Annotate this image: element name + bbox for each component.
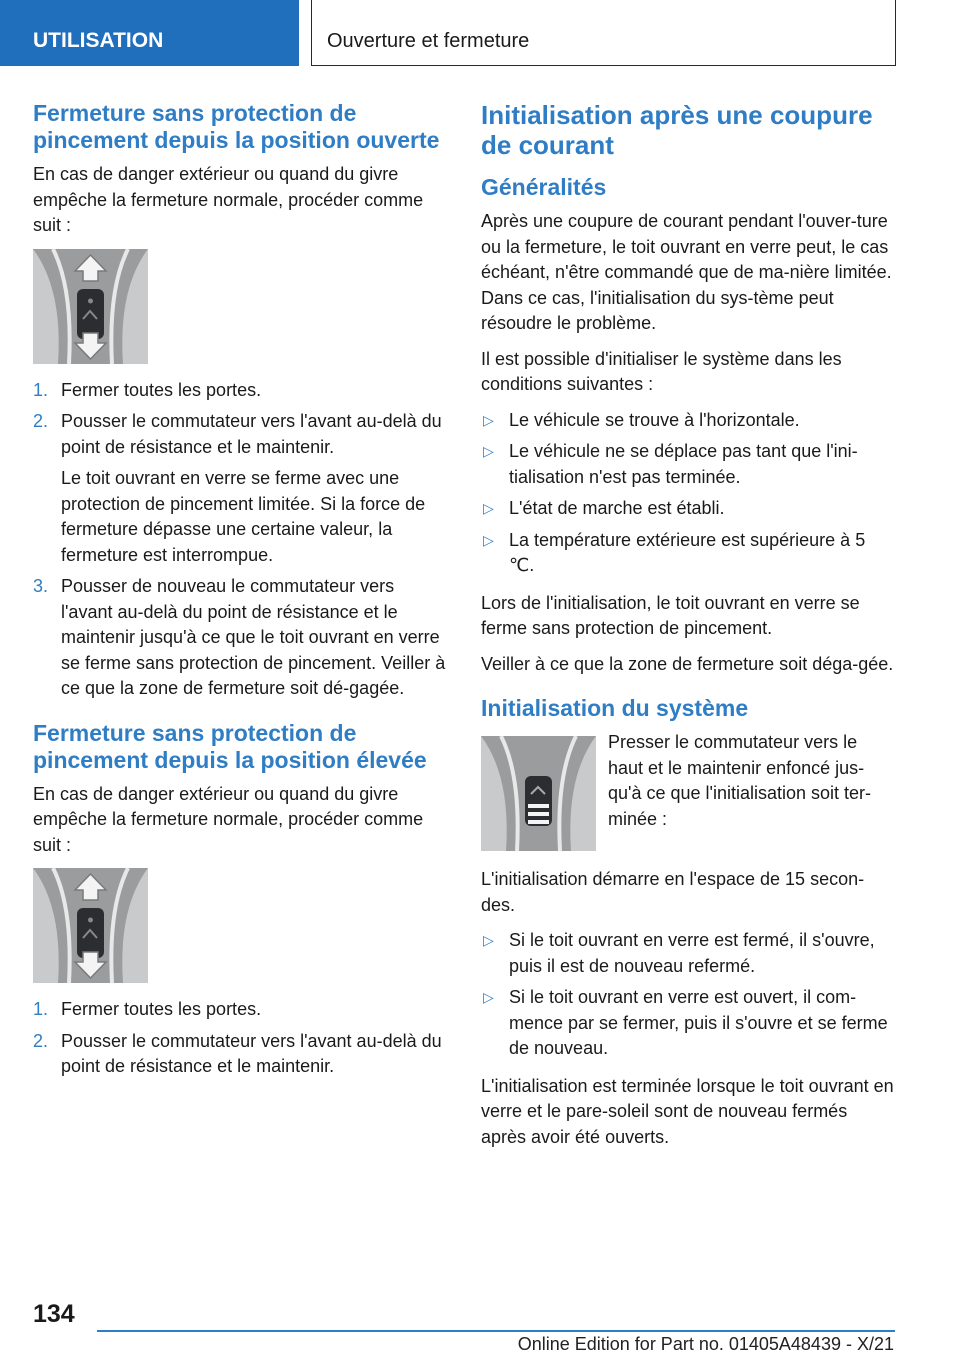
init-instruction — [481, 730, 895, 857]
condition-text: L'état de marche est établi. — [509, 498, 725, 518]
step-text: Fermer toutes les portes. — [61, 999, 262, 1019]
step-number: 2. — [33, 1030, 49, 1051]
triangle-right-icon: ▷ — [483, 531, 494, 548]
left-column — [33, 100, 448, 1092]
step-text: Pousser de nouveau le commutateur vers l'avant au-delà du point de résistance et le maintenir jusqu'à ce que le toit ouvrant en verre se ferme sans protection de pincement. Veiller à ce que la zone de fermeture soit dé-gagée. — [61, 576, 446, 698]
step-text: Fermer toutes les portes. — [61, 379, 262, 400]
conditions-list — [481, 408, 895, 579]
list-item — [33, 1029, 448, 1080]
list-item — [33, 409, 448, 568]
intro-close-open: En cas de danger extérieur ou quand du givre empêche la fermeture normale, procéder comme suit : — [33, 164, 424, 235]
switch-up-image — [481, 736, 596, 851]
intro-close-raised: En cas de danger extérieur ou quand du givre empêche la fermeture normale, procéder comme suit : — [33, 783, 424, 855]
triangle-right-icon: ▷ — [483, 411, 494, 428]
step-text: Pousser le commutateur vers l'avant au-delà du point de résistance et le maintenir. — [61, 411, 442, 457]
triangle-right-icon: ▷ — [483, 932, 494, 948]
steps-close-open — [33, 378, 448, 702]
list-item — [481, 985, 895, 1062]
step-number: 1. — [33, 999, 49, 1019]
heading-general: Généralités — [481, 174, 607, 200]
heading-system-init: Initialisation du système — [481, 695, 749, 721]
behaviour-text: Si le toit ouvrant en verre est fermé, il s'ouvre, puis il est de nouveau refermé. — [509, 930, 875, 976]
switch-forward-image — [33, 249, 148, 364]
init-paragraph-1: L'initialisation démarre en l'espace de 15 secon-des. — [481, 869, 865, 915]
init-behaviour-list — [481, 928, 895, 1062]
triangle-right-icon: ▷ — [483, 500, 494, 516]
step-number: 1. — [33, 379, 49, 400]
condition-text: La température extérieure est supérieure à 5 ℃. — [509, 529, 866, 575]
list-item — [33, 574, 448, 702]
list-item — [481, 496, 895, 522]
page-number: 134 — [33, 1300, 75, 1328]
general-paragraph-2: Il est possible d'initialiser le système dans les conditions suivantes : — [481, 348, 842, 394]
heading-close-raised: Fermeture sans protection de pincement depuis la position élevée — [33, 719, 427, 773]
right-column — [481, 100, 895, 1160]
step-number: 2. — [33, 411, 49, 431]
general-paragraph-1: Après une coupure de courant pendant l'ouver-ture ou la fermeture, le toit ouvrant en verre peut, le cas échéant, n'être commandé que de ma-nière limitée. Dans ce cas, l'initialisation du sys-tème peut résoudre le problème. — [481, 211, 892, 333]
triangle-right-icon: ▷ — [483, 989, 494, 1005]
step-number: 3. — [33, 576, 49, 596]
general-paragraph-4: Veiller à ce que la zone de fermeture soit déga-gée. — [481, 653, 894, 674]
list-item — [481, 528, 895, 579]
heading-init-power-cut: Initialisation après une coupure de courant — [481, 100, 873, 160]
header-section: UTILISATION — [0, 0, 299, 66]
init-paragraph-2: L'initialisation est terminée lorsque le toit ouvrant en verre et le pare-soleil sont de nouveau fermés après avoir été ouverts. — [481, 1075, 894, 1147]
condition-text: Le véhicule se trouve à l'horizontale. — [509, 409, 800, 430]
heading-close-open: Fermeture sans protection de pincement depuis la position ouverte — [33, 100, 440, 153]
list-item — [481, 928, 895, 979]
switch-forward-image — [33, 868, 148, 983]
general-paragraph-3: Lors de l'initialisation, le toit ouvrant en verre se ferme sans protection de pincement. — [481, 592, 860, 638]
steps-close-raised — [33, 997, 448, 1080]
footer-divider — [97, 1330, 895, 1332]
behaviour-text: Si le toit ouvrant en verre est ouvert, il com-mence par se fermer, puis il s'ouvre et se ferme de nouveau. — [509, 987, 888, 1058]
step-note: Le toit ouvrant en verre se ferme avec une protection de pincement limitée. Si la force de fermeture dépasse une certaine valeur, la fermeture est interrompue. — [61, 468, 426, 565]
init-float-text: Presser le commutateur vers le haut et le maintenir enfoncé jus-qu'à ce que l'initialisation soit ter-minée : — [608, 732, 872, 829]
list-item — [33, 997, 448, 1023]
condition-text: Le véhicule ne se déplace pas tant que l'ini-tialisation n'est pas terminée. — [509, 441, 858, 487]
footer-edition: Online Edition for Part no. 01405A48439 - X/21 — [517, 1334, 894, 1354]
list-item — [481, 439, 895, 490]
triangle-right-icon: ▷ — [483, 443, 494, 459]
list-item — [481, 408, 895, 434]
step-text: Pousser le commutateur vers l'avant au-delà du point de résistance et le maintenir. — [61, 1030, 442, 1076]
list-item — [33, 378, 448, 404]
header-chapter: Ouverture et fermeture — [311, 0, 896, 66]
